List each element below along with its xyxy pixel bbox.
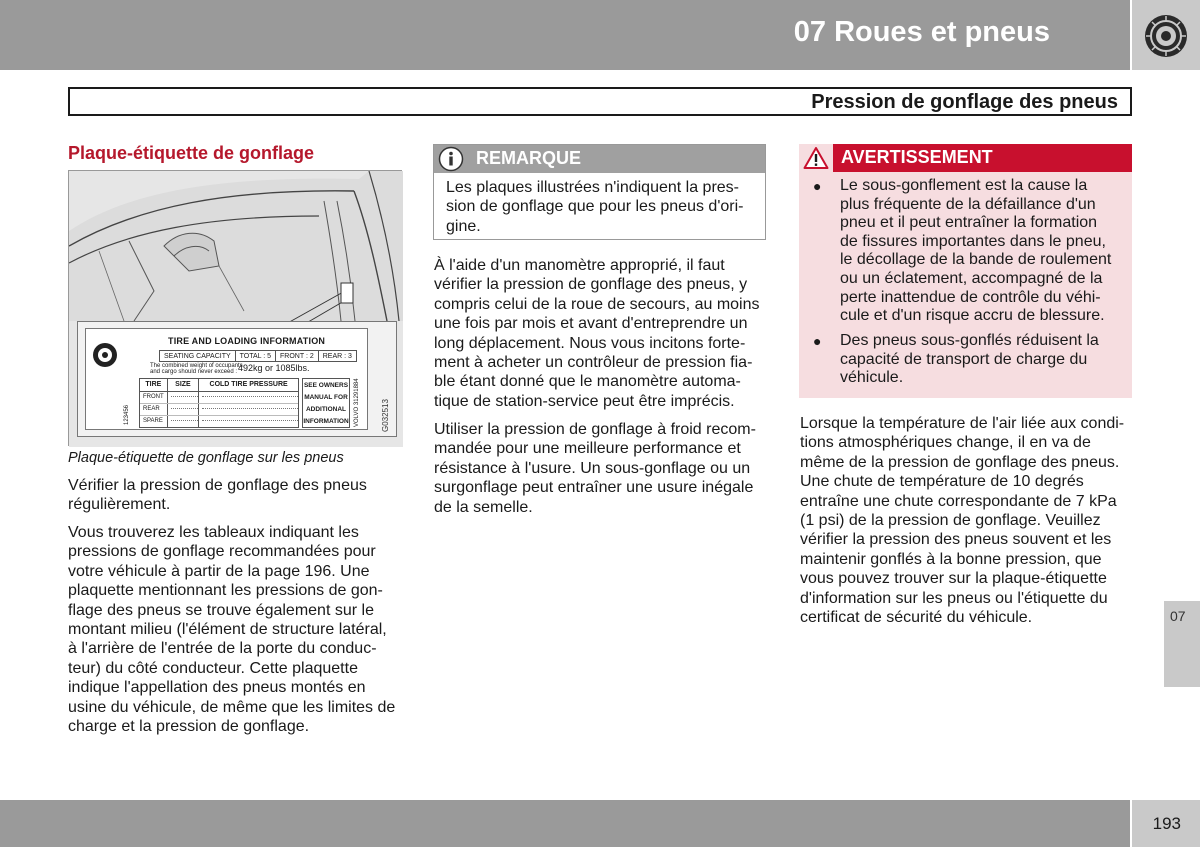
combined-weight-text: The combined weight of occupants and cargo should never exceed : (150, 363, 243, 375)
table-cell (199, 404, 298, 415)
chapter-side-tab (1164, 601, 1200, 687)
table-cell (199, 392, 298, 403)
table-cell (168, 416, 200, 428)
figure-caption: Plaque-étiquette de gonflage sur les pneus (68, 450, 344, 466)
note-header (434, 145, 765, 173)
left-heading: Plaque-étiquette de gonflage (68, 143, 315, 163)
placard-right-code: VOLVO 31291884 (354, 378, 360, 427)
chapter-icon-box (1132, 0, 1200, 70)
combined-weight-value: 492kg or 1085lbs. (238, 363, 310, 373)
warning-box: AVERTISSEMENT ● Le sous-gonflement est la cause la plus fréquente de la défaillance d'un pneu et il peut entraîner la formation de fissures importantes dans le pneu, le décollage de la bande de roulement ou un éclatement, accompagné de la perte inattendue de contrôle du véhi- cule et d'un risque accru de blessure. ● Des pneus sous-gonflés réduisent la capacité de transport de charge du véhicule. (799, 144, 1132, 398)
graphic-code: G032513 (381, 399, 390, 432)
see-owners-box: SEE OWNERS MANUAL FOR ADDITIONAL INFORMATION (302, 378, 350, 428)
table-cell (199, 416, 298, 428)
seating-cell: FRONT : 2 (276, 351, 319, 361)
note-text: Les plaques illustrées n'indiquent la pres- sion de gonflage que pour les pneus d'ori- gine. (446, 179, 744, 235)
middle-paragraph-1: À l'aide d'un manomètre approprié, il faut vérifier la pression de gonflage des pneus, y compris celui de la roue de secours, au moins une fois par mois et avant d'entreprendre un long déplacement. Nous vous incitons forte- ment à acheter un contrôleur de pression fia- ble étant donné que le manomètre automa- tique de station-service peut être imprécis. (434, 257, 760, 410)
footer-bar (0, 800, 1130, 847)
table-cell (168, 392, 200, 403)
side-tab-label: 07 (1170, 608, 1186, 624)
section-title-bar (68, 87, 1132, 116)
table-cell (168, 404, 200, 415)
info-icon (438, 146, 464, 172)
table-cell: REAR (140, 404, 168, 415)
seating-cell: SEATING CAPACITY (160, 351, 236, 361)
left-paragraph-1: Vérifier la pression de gonflage des pneus régulièrement. (68, 477, 367, 514)
chapter-title: 07 Roues et pneus (793, 16, 1050, 48)
middle-paragraph-2: Utiliser la pression de gonflage à froid recom- mandée pour une meilleure performance et résistance à l'usure. Un sous-gonflage ou un surgonflage peut entraîner une usure inégale de la semelle. (434, 421, 756, 516)
placard-left-code: 123456 (124, 404, 130, 425)
warning-header (799, 144, 1132, 172)
table-row (140, 392, 298, 404)
section-title: Pression de gonflage des pneus (811, 91, 1118, 113)
warning-triangle-icon (803, 146, 829, 170)
table-row (140, 416, 298, 428)
left-paragraph-2: Vous trouverez les tableaux indiquant les pressions de gonflage recommandées pour votre véhicule à partir de la page 196. Une plaquette mentionnant les pressions de gon- flage des pneus se trouve également sur le montant milieu (l'élément de structure latéral, à l'arrière de l'entrée de la porte du conduc- teur) du côté conducteur. Cette plaquette indique l'appellation des pneus montés en usine du véhicule, de même que les limites de charge et la pression de gonflage. (68, 524, 396, 736)
placard-tire-icon (92, 342, 118, 368)
note-title: REMARQUE (476, 148, 582, 168)
table-header (140, 379, 298, 392)
tire-icon (1143, 13, 1189, 59)
seating-capacity-row (159, 350, 357, 362)
warning-title: AVERTISSEMENT (841, 147, 993, 167)
page-number-box (1132, 800, 1200, 847)
right-paragraph: Lorsque la température de l'air liée aux condi- tions atmosphériques change, il en va de même de la pression de gonflage des pneus. Une chute de température de 10 degrés entraîne une chute correspondante de 7 kPa (1 psi) de la pression de gonflage. Veuillez vérifier la pression des pneus souvent et les maintenir gonflés à la bonne pression, que vous pouvez trouver sur la plaque-étiquette d'information sur les pneus ou l'étiquette du certificat de sécurité du véhicule. (800, 415, 1125, 627)
note-box (433, 144, 766, 240)
tire-placard-label (85, 328, 368, 430)
seating-cell: REAR : 3 (322, 353, 352, 360)
table-header-cell: TIRE (140, 379, 168, 391)
table-row (140, 404, 298, 416)
placard-figure (68, 170, 402, 446)
chapter-header-bar (0, 0, 1130, 70)
table-header-cell: SIZE (168, 379, 200, 391)
seating-cell: TOTAL : 5 (236, 351, 276, 361)
page-number: 193 (1152, 814, 1181, 833)
table-cell: SPARE (140, 416, 168, 428)
tire-pressure-table (139, 378, 299, 428)
tire-placard (77, 321, 397, 437)
placard-title: TIRE AND LOADING INFORMATION (168, 336, 326, 346)
table-header-cell: COLD TIRE PRESSURE (209, 381, 288, 388)
table-cell: FRONT (140, 392, 168, 403)
